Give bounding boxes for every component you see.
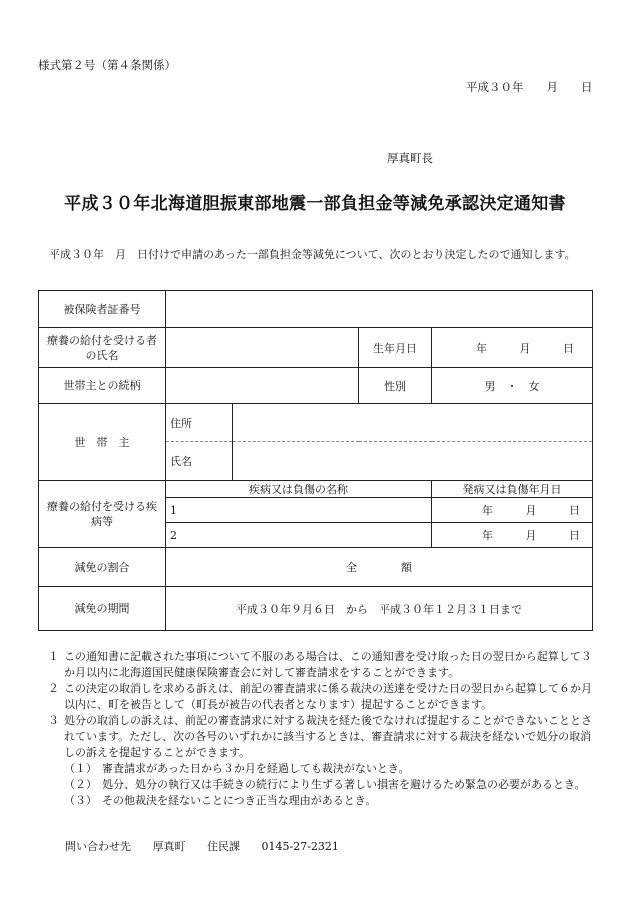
subnote-item [42, 793, 598, 809]
row-period [39, 587, 593, 631]
note-item [42, 713, 598, 761]
notice-table [38, 290, 593, 631]
row-insured-number [39, 291, 593, 328]
contact-line [65, 838, 357, 854]
illness-label: 療養の給付を受ける疾病等 [39, 481, 166, 548]
contact-phone: 0145-27-2321 [261, 840, 339, 853]
period-label: 減免の期間 [39, 587, 166, 631]
address-value [233, 404, 593, 442]
row-relation [39, 368, 593, 404]
notes [42, 649, 598, 809]
contact-label: 問い合わせ先 [65, 840, 131, 853]
insured-number-label: 被保険者証番号 [39, 291, 166, 328]
birthdate-label: 生年月日 [359, 328, 432, 368]
relation-value [166, 368, 359, 404]
gender-label: 性別 [359, 368, 432, 404]
illness-row-1-day: 日 [569, 504, 580, 517]
subnote-text: 審査請求があった日から３か月を経過しても裁決がないとき。 [102, 762, 410, 775]
note-text: 処分の取消しの訴えは、前記の審査請求に対する裁決を経た後でなければ提起することができないこととされています。ただし、次の各号のいずれかに該当するときは、審査請求に対する裁決を経ないで処分の取消しの訴えを提起することができます。 [64, 714, 592, 759]
insured-number-value [166, 291, 593, 328]
illness-row-1-date [432, 498, 593, 523]
contact-department: 住民課 [207, 840, 240, 853]
illness-row-1-no: 1 [166, 498, 432, 523]
ratio-label: 減免の割合 [39, 548, 166, 587]
birthdate-day: 日 [563, 341, 574, 355]
subnote-item [42, 761, 598, 777]
subnote-number: （３） [64, 794, 97, 807]
subnote-text: 処分、処分の執行又は手続きの続行により生ずる著しい損害を避けるため緊急の必要があるとき。 [102, 778, 586, 791]
illness-row-2-date [432, 523, 593, 548]
note-text: この決定の取消しを求める訴えは、前記の審査請求に係る裁決の送達を受けた日の翌日から起算して６か月以内に、町を被告として（町長が被告の代表者となります）提起することができます。 [64, 682, 592, 711]
document-title: 平成３０年北海道胆振東部地震一部負担金等減免承認決定通知書 [64, 194, 566, 214]
row-recipient [39, 328, 593, 368]
address-label: 住所 [166, 404, 233, 442]
name-label: 氏名 [166, 442, 233, 481]
illness-row-1-month: 月 [525, 504, 537, 517]
issue-date: 平成３０年 月 日 [466, 80, 593, 94]
name-value [233, 442, 593, 481]
subnote-text: その他裁決を経ないことにつき正当な理由があるとき。 [102, 794, 377, 807]
birthdate-value [432, 328, 593, 368]
recipient-name-value [166, 328, 359, 368]
relation-label: 世帯主との続柄 [39, 368, 166, 404]
sender: 厚真町長 [387, 151, 433, 165]
form-number: 様式第２号（第４条関係） [38, 58, 176, 72]
note-text: この通知書に記載された事項について不服のある場合は、この通知書を受け取った日の翌日から起算して３か月以内に北海道国民健康保険審査会に対して審査請求をすることができます。 [64, 650, 592, 679]
illness-row-2-year: 年 [482, 529, 493, 542]
period-value: 平成３０年９月６日 から 平成３０年１２月３１日まで [166, 587, 593, 631]
gender-value: 男 ・ 女 [432, 368, 593, 404]
illness-name-header: 疾病又は負傷の名称 [166, 481, 432, 498]
ratio-value: 全 額 [166, 548, 593, 587]
householder-label: 世 帯 主 [39, 404, 166, 481]
recipient-name-label: 療養の給付を受ける者の氏名 [39, 328, 166, 368]
onset-header: 発病又は負傷年月日 [432, 481, 593, 498]
note-item [42, 649, 598, 681]
note-number: ３ [48, 714, 59, 727]
illness-row-2-no: 2 [166, 523, 432, 548]
intro-text: 平成３０年 月 日付けで申請のあった一部負担金等減免について、次のとおり決定したので通知します。 [38, 248, 576, 261]
note-number: １ [48, 650, 59, 663]
illness-row-1-year: 年 [482, 504, 493, 517]
contact-town: 厚真町 [152, 840, 186, 853]
illness-row-2-day: 日 [569, 529, 580, 542]
subnote-number: （２） [64, 778, 97, 791]
note-item [42, 681, 598, 713]
subnote-item [42, 777, 598, 793]
illness-row-2-month: 月 [525, 529, 537, 542]
row-ratio [39, 548, 593, 587]
note-number: ２ [48, 682, 59, 695]
row-illness-header [39, 481, 593, 498]
subnote-number: （１） [64, 762, 97, 775]
row-householder-address [39, 404, 593, 442]
birthdate-year: 年 [476, 341, 487, 355]
birthdate-month: 月 [519, 341, 531, 355]
